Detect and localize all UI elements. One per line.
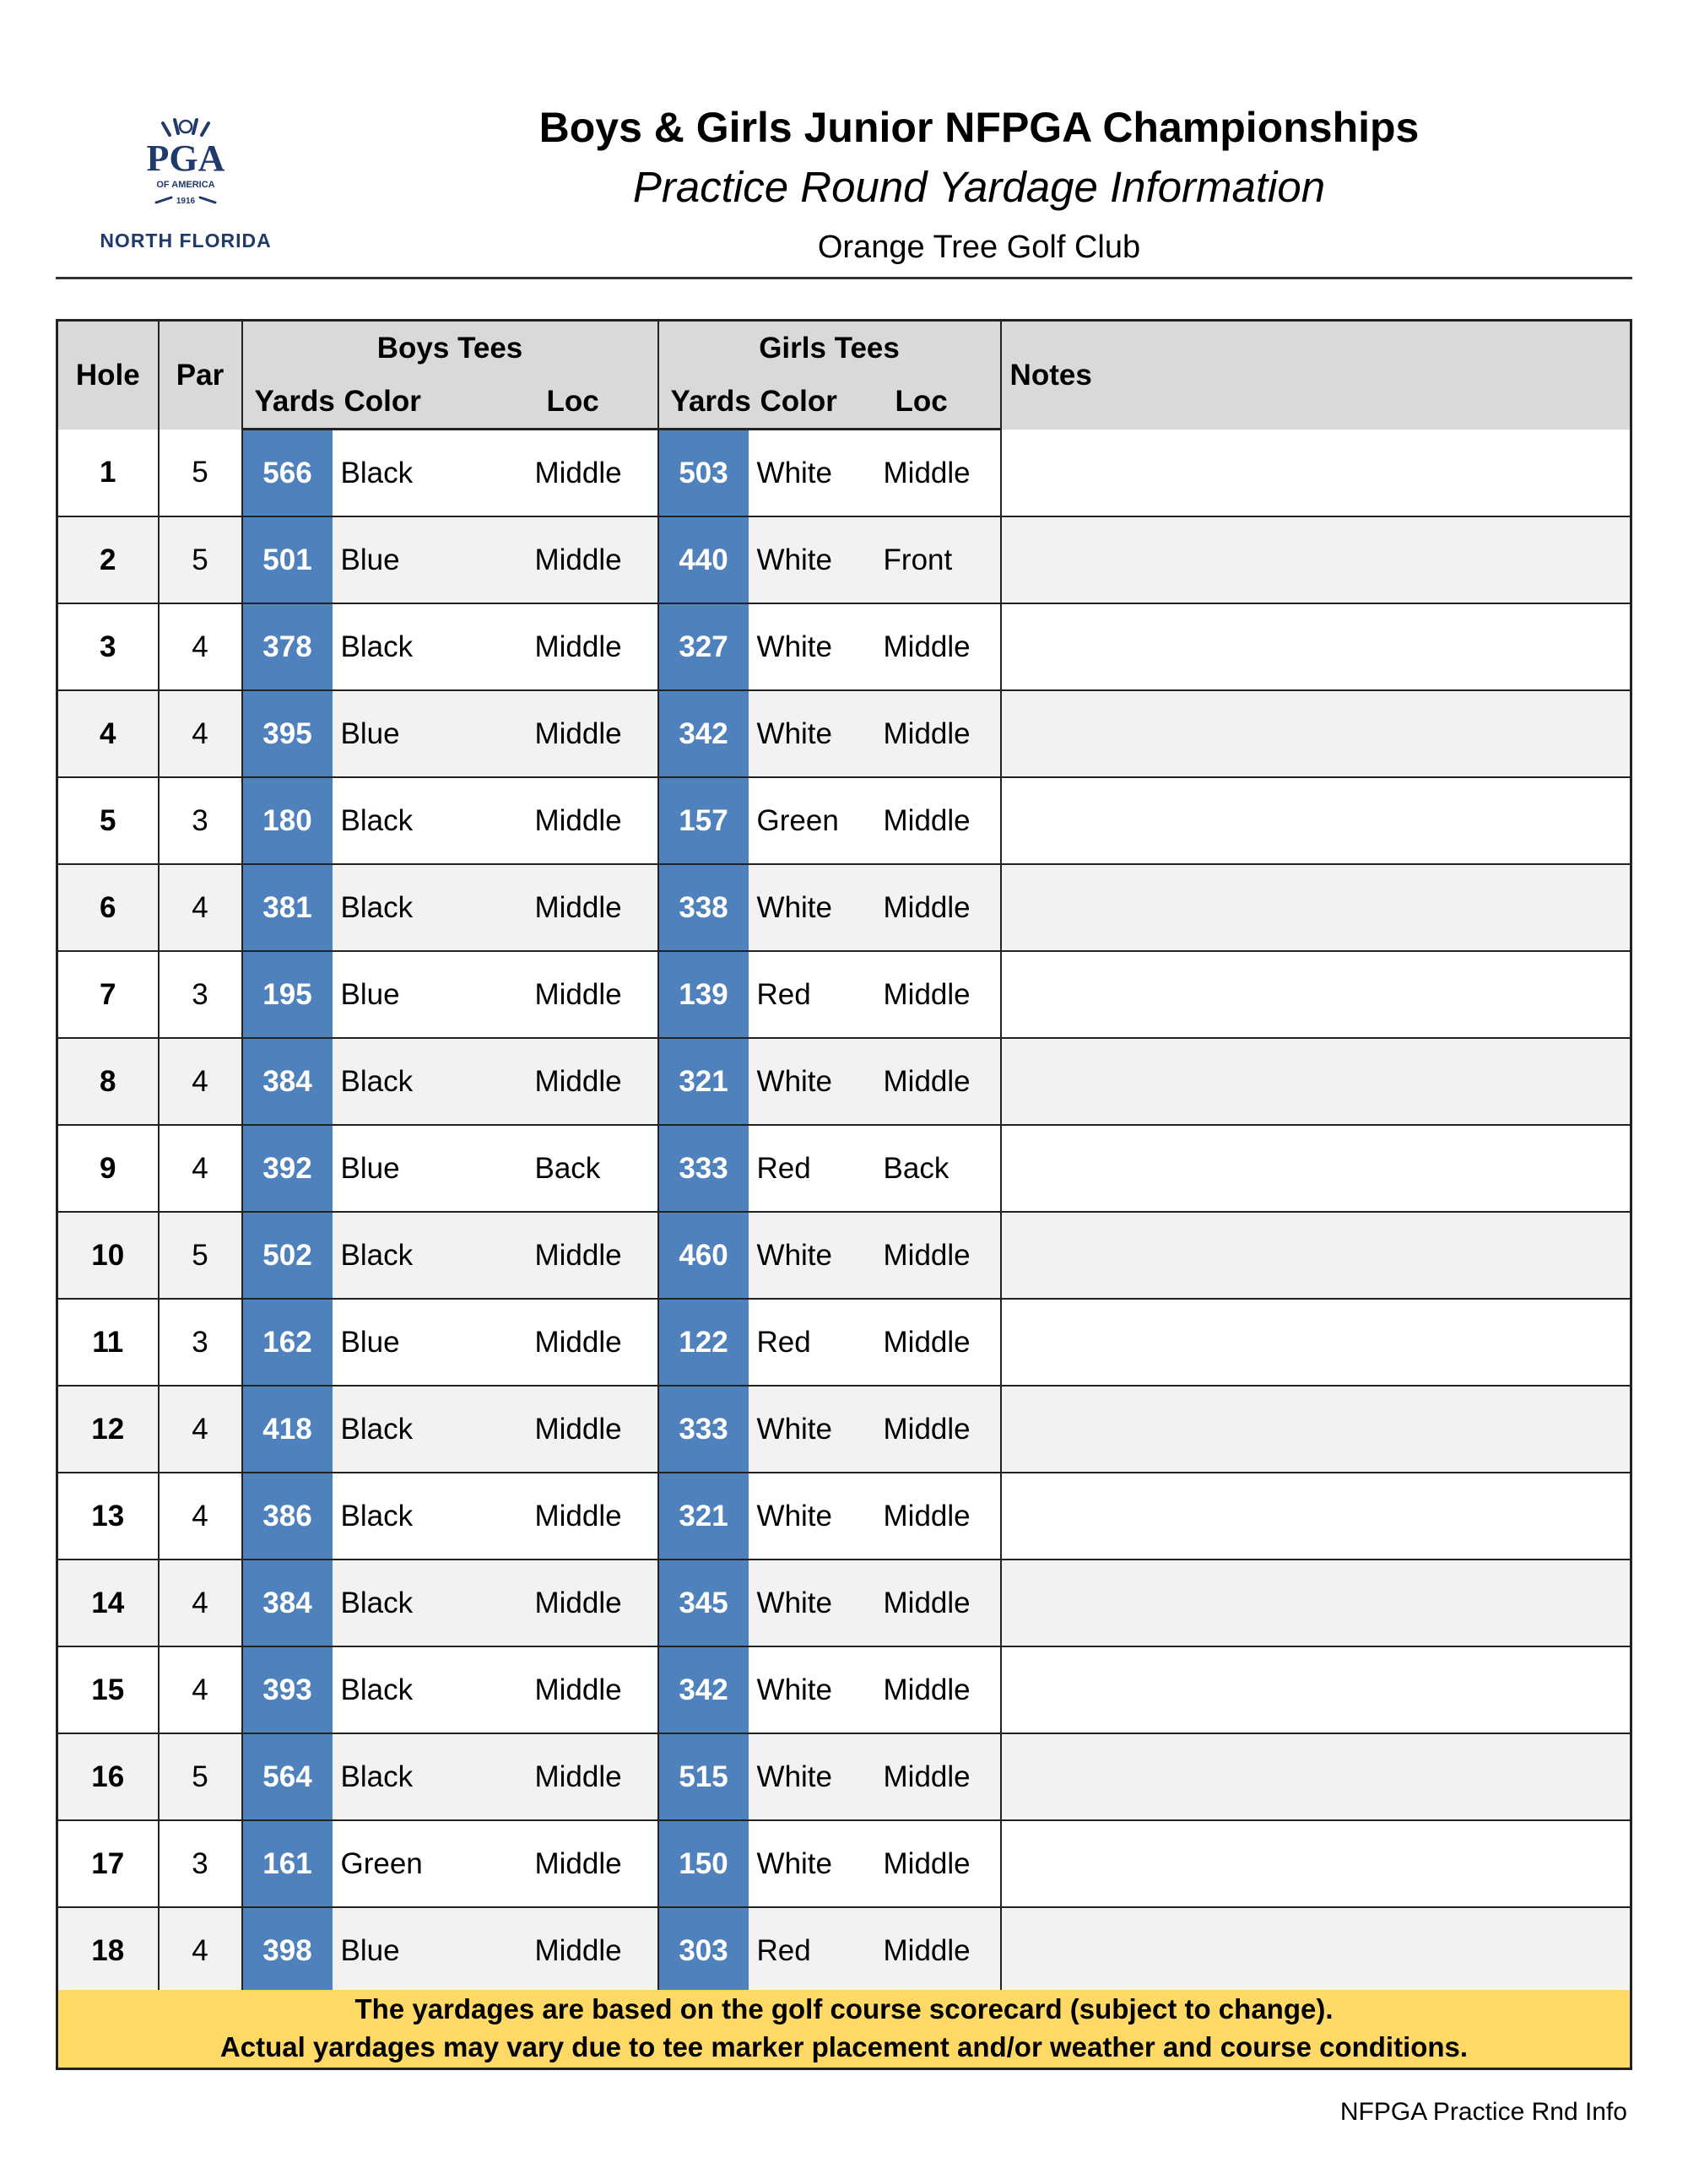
girls-color-cell: Red xyxy=(749,1125,884,1212)
par-cell: 4 xyxy=(159,1646,242,1733)
girls-yards-cell: 515 xyxy=(658,1733,749,1820)
boys-loc-cell: Middle xyxy=(535,1820,658,1907)
girls-loc-cell: Middle xyxy=(884,1820,1001,1907)
girls-loc-cell: Middle xyxy=(884,1907,1001,1994)
par-cell: 5 xyxy=(159,430,242,517)
table-row xyxy=(57,1299,1631,1386)
boys-loc-cell: Middle xyxy=(535,1733,658,1820)
boys-color-cell: Blue xyxy=(333,1125,535,1212)
notes-cell xyxy=(1001,1646,1631,1733)
table-row xyxy=(57,1560,1631,1646)
notes-cell xyxy=(1001,1820,1631,1907)
notes-cell xyxy=(1001,690,1631,777)
girls-color-cell: White xyxy=(749,1038,884,1125)
boys-loc-cell: Middle xyxy=(535,1907,658,1994)
hole-cell: 11 xyxy=(57,1299,159,1386)
notes-cell xyxy=(1001,1038,1631,1125)
girls-yards-cell: 503 xyxy=(658,430,749,517)
girls-yards-cell: 303 xyxy=(658,1907,749,1994)
boys-loc-cell: Middle xyxy=(535,1473,658,1560)
girls-loc-cell: Middle xyxy=(884,1299,1001,1386)
table-row xyxy=(57,1125,1631,1212)
boys-loc-cell: Middle xyxy=(535,1646,658,1733)
girls-color-cell: White xyxy=(749,430,884,517)
boys-yards-cell: 392 xyxy=(242,1125,333,1212)
boys-yards-cell: 180 xyxy=(242,777,333,864)
hole-cell: 7 xyxy=(57,951,159,1038)
girls-yards-cell: 122 xyxy=(658,1299,749,1386)
hole-cell: 9 xyxy=(57,1125,159,1212)
disclaimer-line-2: Actual yardages may vary due to tee marker placement and/or weather and course conditions. xyxy=(219,2031,1469,2062)
hole-cell: 10 xyxy=(57,1212,159,1299)
table-row xyxy=(57,1386,1631,1473)
col-girls-yards: Yards xyxy=(658,375,749,430)
boys-yards-cell: 162 xyxy=(242,1299,333,1386)
girls-color-cell: White xyxy=(749,1386,884,1473)
col-girls-loc: Loc xyxy=(884,375,1001,430)
girls-yards-cell: 338 xyxy=(658,864,749,951)
table-row xyxy=(57,603,1631,690)
hole-cell: 8 xyxy=(57,1038,159,1125)
girls-loc-cell: Middle xyxy=(884,603,1001,690)
hole-cell: 12 xyxy=(57,1386,159,1473)
girls-loc-cell: Middle xyxy=(884,1386,1001,1473)
par-cell: 4 xyxy=(159,1038,242,1125)
page-subtitle: Practice Round Yardage Information xyxy=(632,163,1326,211)
par-cell: 4 xyxy=(159,690,242,777)
girls-color-cell: White xyxy=(749,1473,884,1560)
table-row xyxy=(57,1038,1631,1125)
notes-cell xyxy=(1001,777,1631,864)
boys-yards-cell: 384 xyxy=(242,1038,333,1125)
boys-yards-cell: 393 xyxy=(242,1646,333,1733)
hole-cell: 17 xyxy=(57,1820,159,1907)
girls-loc-cell: Middle xyxy=(884,1560,1001,1646)
notes-cell xyxy=(1001,951,1631,1038)
girls-loc-cell: Middle xyxy=(884,864,1001,951)
girls-color-cell: White xyxy=(749,516,884,603)
boys-loc-cell: Middle xyxy=(535,1299,658,1386)
boys-color-cell: Blue xyxy=(333,1299,535,1386)
boys-color-cell: Blue xyxy=(333,690,535,777)
girls-loc-cell: Back xyxy=(884,1125,1001,1212)
par-cell: 3 xyxy=(159,1299,242,1386)
hole-cell: 13 xyxy=(57,1473,159,1560)
boys-yards-cell: 418 xyxy=(242,1386,333,1473)
hole-cell: 3 xyxy=(57,603,159,690)
hole-cell: 6 xyxy=(57,864,159,951)
boys-color-cell: Black xyxy=(333,603,535,690)
header-divider xyxy=(56,277,1632,279)
notes-cell xyxy=(1001,516,1631,603)
notes-cell xyxy=(1001,603,1631,690)
girls-color-cell: White xyxy=(749,1733,884,1820)
par-cell: 5 xyxy=(159,1212,242,1299)
par-cell: 4 xyxy=(159,1907,242,1994)
boys-loc-cell: Middle xyxy=(535,516,658,603)
boys-yards-cell: 386 xyxy=(242,1473,333,1560)
par-cell: 4 xyxy=(159,603,242,690)
boys-yards-cell: 395 xyxy=(242,690,333,777)
col-girls-color: Color xyxy=(749,375,884,430)
girls-yards-cell: 342 xyxy=(658,1646,749,1733)
girls-yards-cell: 342 xyxy=(658,690,749,777)
girls-yards-cell: 333 xyxy=(658,1386,749,1473)
table-row xyxy=(57,1473,1631,1560)
girls-yards-cell: 157 xyxy=(658,777,749,864)
boys-yards-cell: 502 xyxy=(242,1212,333,1299)
girls-yards-cell: 150 xyxy=(658,1820,749,1907)
svg-text:PGA: PGA xyxy=(146,138,225,179)
boys-color-cell: Black xyxy=(333,430,535,517)
girls-color-cell: White xyxy=(749,1646,884,1733)
notes-cell xyxy=(1001,1386,1631,1473)
page-title: Boys & Girls Junior NFPGA Championships xyxy=(538,104,1420,151)
girls-yards-cell: 333 xyxy=(658,1125,749,1212)
disclaimer-line-1: The yardages are based on the golf course scorecard (subject to change). xyxy=(354,1993,1334,2025)
boys-loc-cell: Middle xyxy=(535,951,658,1038)
table-row xyxy=(57,690,1631,777)
girls-loc-cell: Middle xyxy=(884,951,1001,1038)
table-row xyxy=(57,430,1631,517)
girls-loc-cell: Middle xyxy=(884,1646,1001,1733)
hole-cell: 4 xyxy=(57,690,159,777)
girls-loc-cell: Middle xyxy=(884,1473,1001,1560)
boys-color-cell: Black xyxy=(333,1733,535,1820)
girls-loc-cell: Middle xyxy=(884,1038,1001,1125)
svg-text:1916: 1916 xyxy=(176,197,196,206)
boys-loc-cell: Middle xyxy=(535,1212,658,1299)
disclaimer-note xyxy=(56,1990,1632,2070)
girls-loc-cell: Middle xyxy=(884,777,1001,864)
boys-color-cell: Blue xyxy=(333,516,535,603)
notes-cell xyxy=(1001,1560,1631,1646)
boys-yards-cell: 566 xyxy=(242,430,333,517)
notes-cell xyxy=(1001,430,1631,517)
col-par: Par xyxy=(159,321,242,430)
boys-yards-cell: 398 xyxy=(242,1907,333,1994)
par-cell: 5 xyxy=(159,516,242,603)
girls-color-cell: White xyxy=(749,603,884,690)
boys-color-cell: Black xyxy=(333,1560,535,1646)
notes-cell xyxy=(1001,864,1631,951)
boys-color-cell: Blue xyxy=(333,951,535,1038)
boys-loc-cell: Back xyxy=(535,1125,658,1212)
boys-color-cell: Black xyxy=(333,1386,535,1473)
table-row xyxy=(57,864,1631,951)
boys-color-cell: Black xyxy=(333,1212,535,1299)
notes-cell xyxy=(1001,1125,1631,1212)
girls-loc-cell: Middle xyxy=(884,690,1001,777)
girls-color-cell: Red xyxy=(749,1299,884,1386)
boys-yards-cell: 161 xyxy=(242,1820,333,1907)
girls-color-cell: White xyxy=(749,1212,884,1299)
hole-cell: 2 xyxy=(57,516,159,603)
girls-loc-cell: Middle xyxy=(884,1733,1001,1820)
boys-color-cell: Black xyxy=(333,864,535,951)
par-cell: 3 xyxy=(159,951,242,1038)
boys-color-cell: Black xyxy=(333,777,535,864)
girls-color-cell: Red xyxy=(749,951,884,1038)
boys-color-cell: Black xyxy=(333,1038,535,1125)
par-cell: 4 xyxy=(159,1560,242,1646)
boys-color-cell: Black xyxy=(333,1473,535,1560)
col-hole: Hole xyxy=(57,321,159,430)
notes-cell xyxy=(1001,1907,1631,1994)
hole-cell: 16 xyxy=(57,1733,159,1820)
girls-yards-cell: 327 xyxy=(658,603,749,690)
girls-yards-cell: 321 xyxy=(658,1473,749,1560)
col-group-girls: Girls Tees xyxy=(658,321,1001,376)
boys-color-cell: Black xyxy=(333,1646,535,1733)
pga-north-florida-logo xyxy=(84,118,287,262)
girls-color-cell: White xyxy=(749,864,884,951)
girls-loc-cell: Front xyxy=(884,516,1001,603)
col-boys-color: Color xyxy=(333,375,535,430)
boys-yards-cell: 195 xyxy=(242,951,333,1038)
table-row xyxy=(57,1907,1631,1994)
boys-loc-cell: Middle xyxy=(535,777,658,864)
boys-color-cell: Green xyxy=(333,1820,535,1907)
boys-loc-cell: Middle xyxy=(535,690,658,777)
table-row xyxy=(57,1212,1631,1299)
girls-color-cell: Red xyxy=(749,1907,884,1994)
boys-yards-cell: 501 xyxy=(242,516,333,603)
par-cell: 5 xyxy=(159,1733,242,1820)
boys-yards-cell: 384 xyxy=(242,1560,333,1646)
table-row xyxy=(57,1820,1631,1907)
table-row xyxy=(57,516,1631,603)
col-boys-loc: Loc xyxy=(535,375,658,430)
col-notes: Notes xyxy=(1001,321,1631,430)
yardage-table xyxy=(56,319,1632,1995)
girls-color-cell: White xyxy=(749,1560,884,1646)
venue-name: Orange Tree Golf Club xyxy=(817,230,1141,265)
girls-yards-cell: 440 xyxy=(658,516,749,603)
notes-cell xyxy=(1001,1299,1631,1386)
par-cell: 4 xyxy=(159,1386,242,1473)
boys-loc-cell: Middle xyxy=(535,1038,658,1125)
boys-loc-cell: Middle xyxy=(535,1386,658,1473)
col-group-boys: Boys Tees xyxy=(242,321,658,376)
par-cell: 4 xyxy=(159,864,242,951)
boys-loc-cell: Middle xyxy=(535,1560,658,1646)
par-cell: 3 xyxy=(159,777,242,864)
boys-loc-cell: Middle xyxy=(535,430,658,517)
boys-loc-cell: Middle xyxy=(535,864,658,951)
par-cell: 4 xyxy=(159,1473,242,1560)
pga-logo-icon xyxy=(122,118,249,219)
footer-label: NFPGA Practice Rnd Info xyxy=(1339,2098,1627,2126)
boys-yards-cell: 378 xyxy=(242,603,333,690)
girls-color-cell: Green xyxy=(749,777,884,864)
girls-loc-cell: Middle xyxy=(884,430,1001,517)
notes-cell xyxy=(1001,1733,1631,1820)
hole-cell: 15 xyxy=(57,1646,159,1733)
boys-loc-cell: Middle xyxy=(535,603,658,690)
boys-yards-cell: 564 xyxy=(242,1733,333,1820)
par-cell: 4 xyxy=(159,1125,242,1212)
girls-color-cell: White xyxy=(749,1820,884,1907)
hole-cell: 14 xyxy=(57,1560,159,1646)
girls-yards-cell: 345 xyxy=(658,1560,749,1646)
table-row xyxy=(57,1733,1631,1820)
table-row xyxy=(57,1646,1631,1733)
girls-yards-cell: 321 xyxy=(658,1038,749,1125)
col-boys-yards: Yards xyxy=(242,375,333,430)
table-row xyxy=(57,951,1631,1038)
par-cell: 3 xyxy=(159,1820,242,1907)
boys-color-cell: Blue xyxy=(333,1907,535,1994)
girls-yards-cell: 460 xyxy=(658,1212,749,1299)
table-row xyxy=(57,777,1631,864)
hole-cell: 18 xyxy=(57,1907,159,1994)
girls-yards-cell: 139 xyxy=(658,951,749,1038)
girls-color-cell: White xyxy=(749,690,884,777)
boys-yards-cell: 381 xyxy=(242,864,333,951)
hole-cell: 5 xyxy=(57,777,159,864)
notes-cell xyxy=(1001,1473,1631,1560)
svg-text:OF AMERICA: OF AMERICA xyxy=(156,180,215,190)
notes-cell xyxy=(1001,1212,1631,1299)
logo-region: NORTH FLORIDA xyxy=(100,230,272,251)
hole-cell: 1 xyxy=(57,430,159,517)
girls-loc-cell: Middle xyxy=(884,1212,1001,1299)
